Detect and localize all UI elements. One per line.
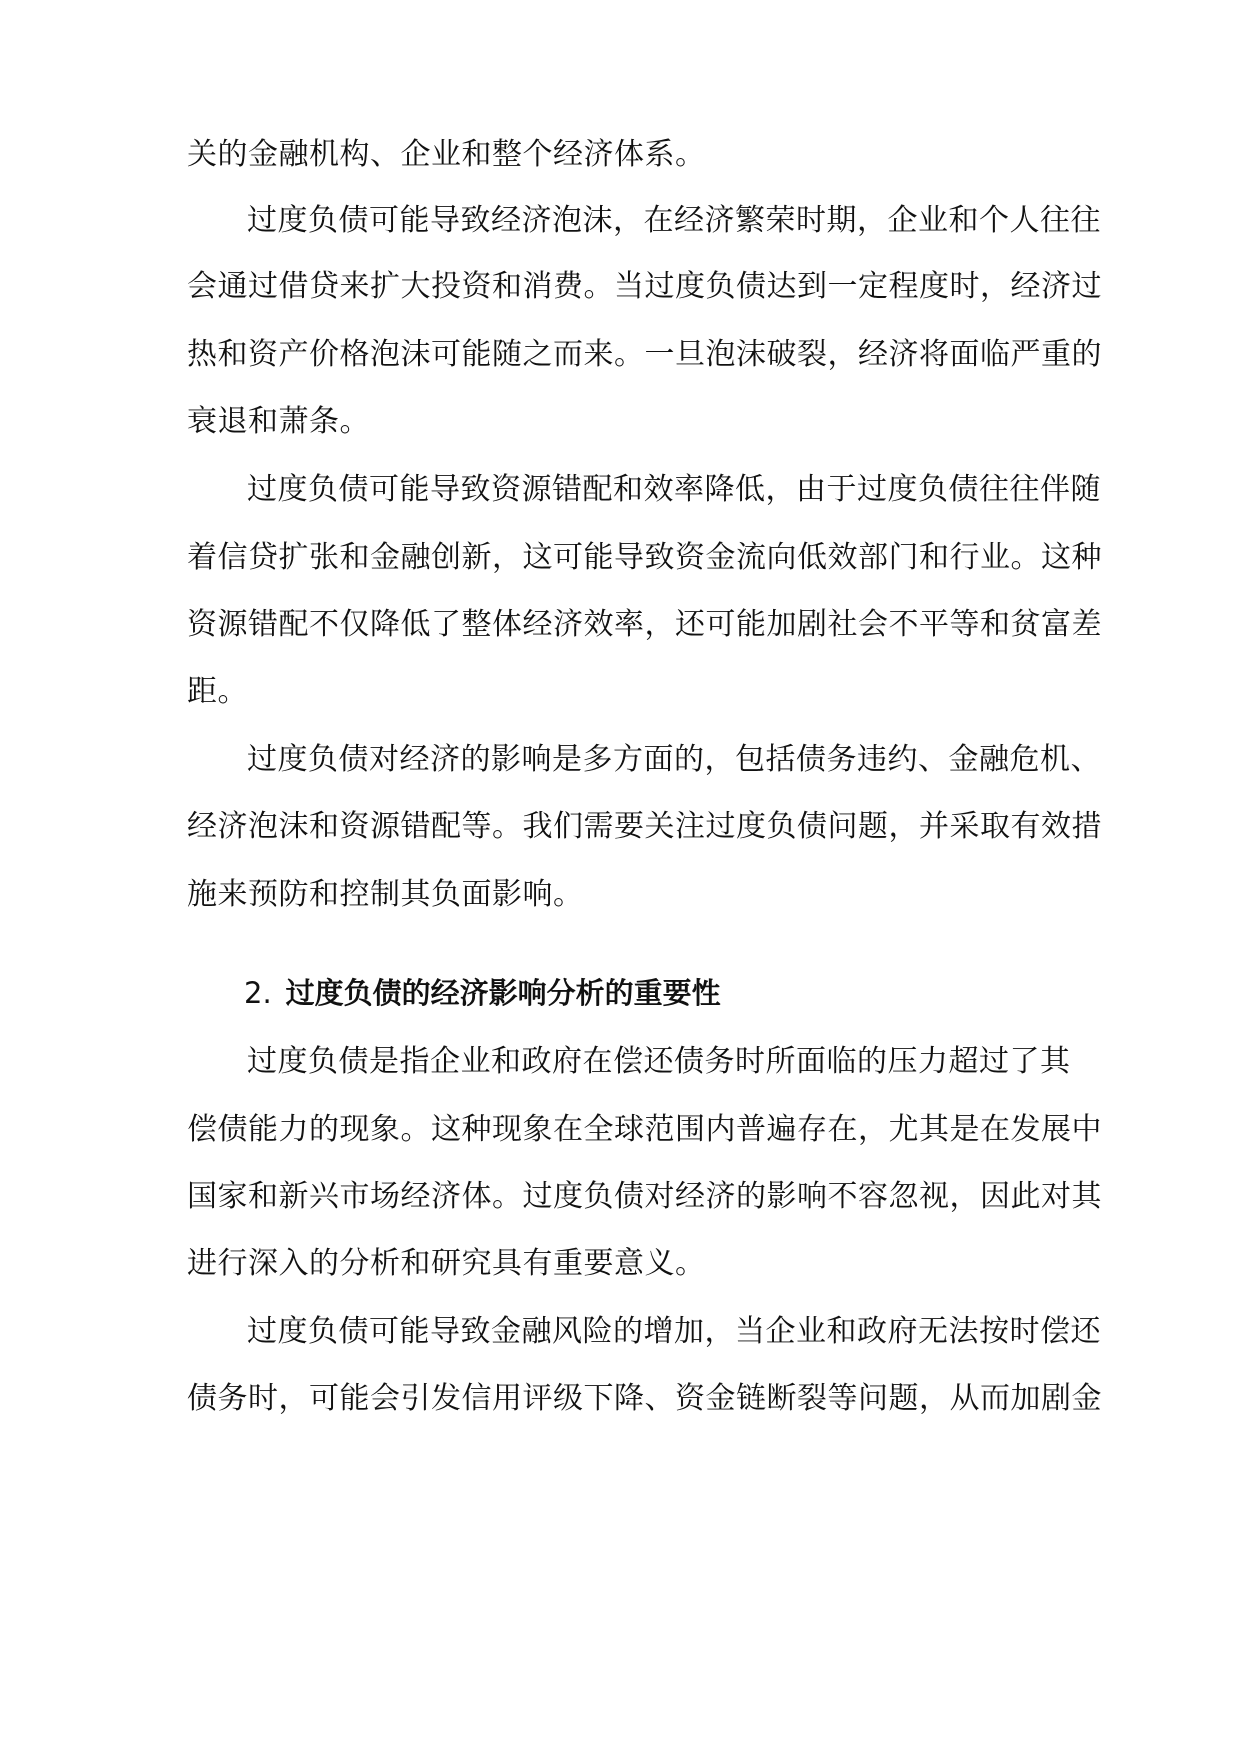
text-line: 过度负债可能导致资源错配和效率降低，由于过度负债往往伴随 bbox=[247, 472, 1101, 507]
text-line: 距。 bbox=[187, 674, 248, 709]
text-line: 债务时，可能会引发信用评级下降、资金链断裂等问题，从而加剧金 bbox=[187, 1381, 1102, 1416]
text-line: 会通过借贷来扩大投资和消费。当过度负债达到一定程度时，经济过 bbox=[187, 269, 1102, 304]
text-line: 过度负债可能导致金融风险的增加，当企业和政府无法按时偿还 bbox=[247, 1314, 1101, 1349]
text-line: 着信贷扩张和金融创新，这可能导致资金流向低效部门和行业。这种 bbox=[187, 540, 1102, 575]
section-heading bbox=[244, 975, 721, 1011]
section-title: 过度负债的经济影响分析的重要性 bbox=[285, 976, 721, 1010]
text-line: 关的金融机构、企业和整个经济体系。 bbox=[187, 137, 706, 172]
text-line: 衰退和萧条。 bbox=[187, 404, 370, 439]
text-line: 热和资产价格泡沫可能随之而来。一旦泡沫破裂，经济将面临严重的 bbox=[187, 337, 1102, 372]
text-line: 偿债能力的现象。这种现象在全球范围内普遍存在，尤其是在发展中 bbox=[187, 1112, 1102, 1147]
text-line: 过度负债是指企业和政府在偿还债务时所面临的压力超过了其 bbox=[247, 1044, 1071, 1079]
text-line: 资源错配不仅降低了整体经济效率，还可能加剧社会不平等和贫富差 bbox=[187, 607, 1102, 642]
text-line: 过度负债对经济的影响是多方面的，包括债务违约、金融危机、 bbox=[247, 742, 1101, 777]
text-line: 经济泡沫和资源错配等。我们需要关注过度负债问题，并采取有效措 bbox=[187, 809, 1102, 844]
section-number: 2. bbox=[244, 976, 272, 1010]
text-line: 过度负债可能导致经济泡沫，在经济繁荣时期，企业和个人往往 bbox=[247, 203, 1101, 238]
text-line: 施来预防和控制其负面影响。 bbox=[187, 877, 584, 912]
text-line: 进行深入的分析和研究具有重要意义。 bbox=[187, 1246, 706, 1281]
text-line: 国家和新兴市场经济体。过度负债对经济的影响不容忽视，因此对其 bbox=[187, 1179, 1102, 1214]
